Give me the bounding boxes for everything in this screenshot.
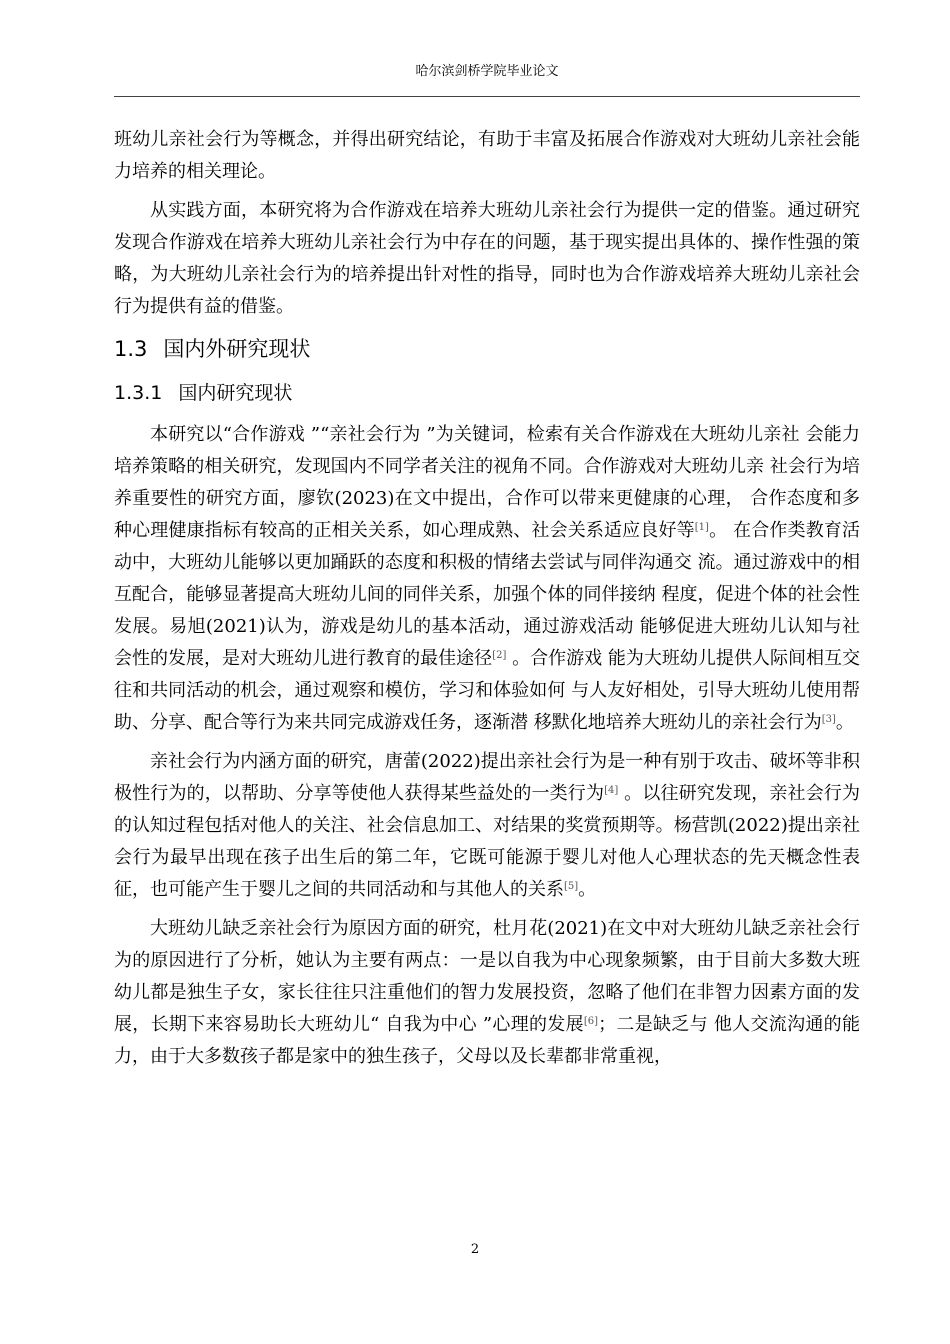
citation-ref-3: [3]	[821, 714, 836, 725]
section-title: 国内外研究现状	[163, 337, 311, 361]
citation-ref-1: [1]	[694, 522, 709, 533]
paragraph-lack-causes	[114, 913, 860, 1073]
text-run: 。	[578, 879, 597, 900]
text-run: 本研究以“合作游戏 ”“亲社会行为 ”为关键词，检索有关合作游戏在大班幼儿亲社 会能力培养策略的相关研究，发现国内不同学者关注的视角不同。合作游戏对大班幼儿亲 社会行为培养重要性的研究方面，廖钦(2023)在文中提出，合作可以带来更健康的心理， 合作态度和多种心理健康指标有较高的正相关关系，如心理成熟、社会关系适应良好等	[114, 424, 860, 541]
section-number: 1.3	[114, 337, 148, 361]
paragraph-practice: 从实践方面，本研究将为合作游戏在培养大班幼儿亲社会行为提供一定的借鉴。通过研究发现合作游戏在培养大班幼儿亲社会行为中存在的问题，基于现实提出具体的、操作性强的策略，为大班幼儿亲社会行为的培养提出针对性的指导，同时也为合作游戏培养大班幼儿亲社会行为提供有益的借鉴。	[114, 200, 860, 317]
page-header: 哈尔滨剑桥学院毕业论文	[415, 64, 559, 79]
paragraph-domestic-research	[114, 419, 860, 739]
citation-ref-2: [2]	[492, 650, 507, 661]
citation-ref-6: [6]	[583, 1016, 599, 1027]
text-run: ；二是缺乏与 他人交流沟通的能力，由于大多数孩子都是家中的独生孩子，父母以及长辈都非常重视，	[114, 1014, 860, 1067]
text-run: 。合作游戏 能为大班幼儿提供人际间相互交往和共同活动的机会，通过观察和模仿，学习和体验如何 与人友好相处，引导大班幼儿使用帮助、分享、配合等行为来共同完成游戏任务，逐渐潜 移默化地培养大班幼儿的亲社会行为	[114, 648, 860, 733]
subsection-number: 1.3.1	[114, 382, 163, 404]
citation-ref-5: [5]	[564, 881, 579, 892]
document-body	[114, 124, 860, 1073]
citation-ref-4: [4]	[604, 785, 619, 796]
text-run: 。	[835, 712, 854, 733]
text-run: 。 在合作类教育活动中，大班幼儿能够以更加踊跃的态度和积极的情绪去尝试与同伴沟通交 流。通过游戏中的相互配合，能够显著提高大班幼儿间的同伴关系，加强个体的同伴接纳 程度，促进个体的社会性发展。易旭(2021)认为，游戏是幼儿的基本活动，通过游戏活动 能够促进大班幼儿认知与社会性的发展，是对大班幼儿进行教育的最佳途径	[114, 520, 860, 669]
text-run: 。以往研究发现，亲社会行为的认知过程包括对他人的关注、社会信息加工、对结果的奖赏预期等。杨营凯(2022)提出亲社会行为最早出现在孩子出生后的第二年，它既可能源于婴儿对他人心理状态的先天概念性表征，也可能产生于婴儿之间的共同活动和与其他人的关系	[114, 783, 860, 900]
header-divider	[114, 96, 860, 97]
text-run: 亲社会行为内涵方面的研究，唐蕾(2022)提出亲社会行为是一种有别于攻击、破坏等非积极性行为的，以帮助、分享等使他人获得某些益处的一类行为	[114, 751, 860, 804]
section-heading	[114, 329, 860, 369]
subsection-heading	[114, 373, 860, 413]
page-number: 2	[470, 1242, 480, 1257]
paragraph-prosocial-connotation	[114, 746, 860, 906]
subsection-title: 国内研究现状	[178, 382, 293, 404]
text-run: 大班幼儿缺乏亲社会行为原因方面的研究，杜月花(2021)在文中对大班幼儿缺乏亲社会行为的原因进行了分析，她认为主要有两点：一是以自我为中心现象频繁，由于目前大多数大班幼儿都是独生子女，家长往往只注重他们的智力发展投资，忽略了他们在非智力因素方面的发展，长期下来容易助长大班幼儿“ 自我为中心 ”心理的发展	[114, 918, 860, 1035]
paragraph-continuation: 班幼儿亲社会行为等概念，并得出研究结论，有助于丰富及拓展合作游戏对大班幼儿亲社会能力培养的相关理论。	[114, 129, 860, 182]
